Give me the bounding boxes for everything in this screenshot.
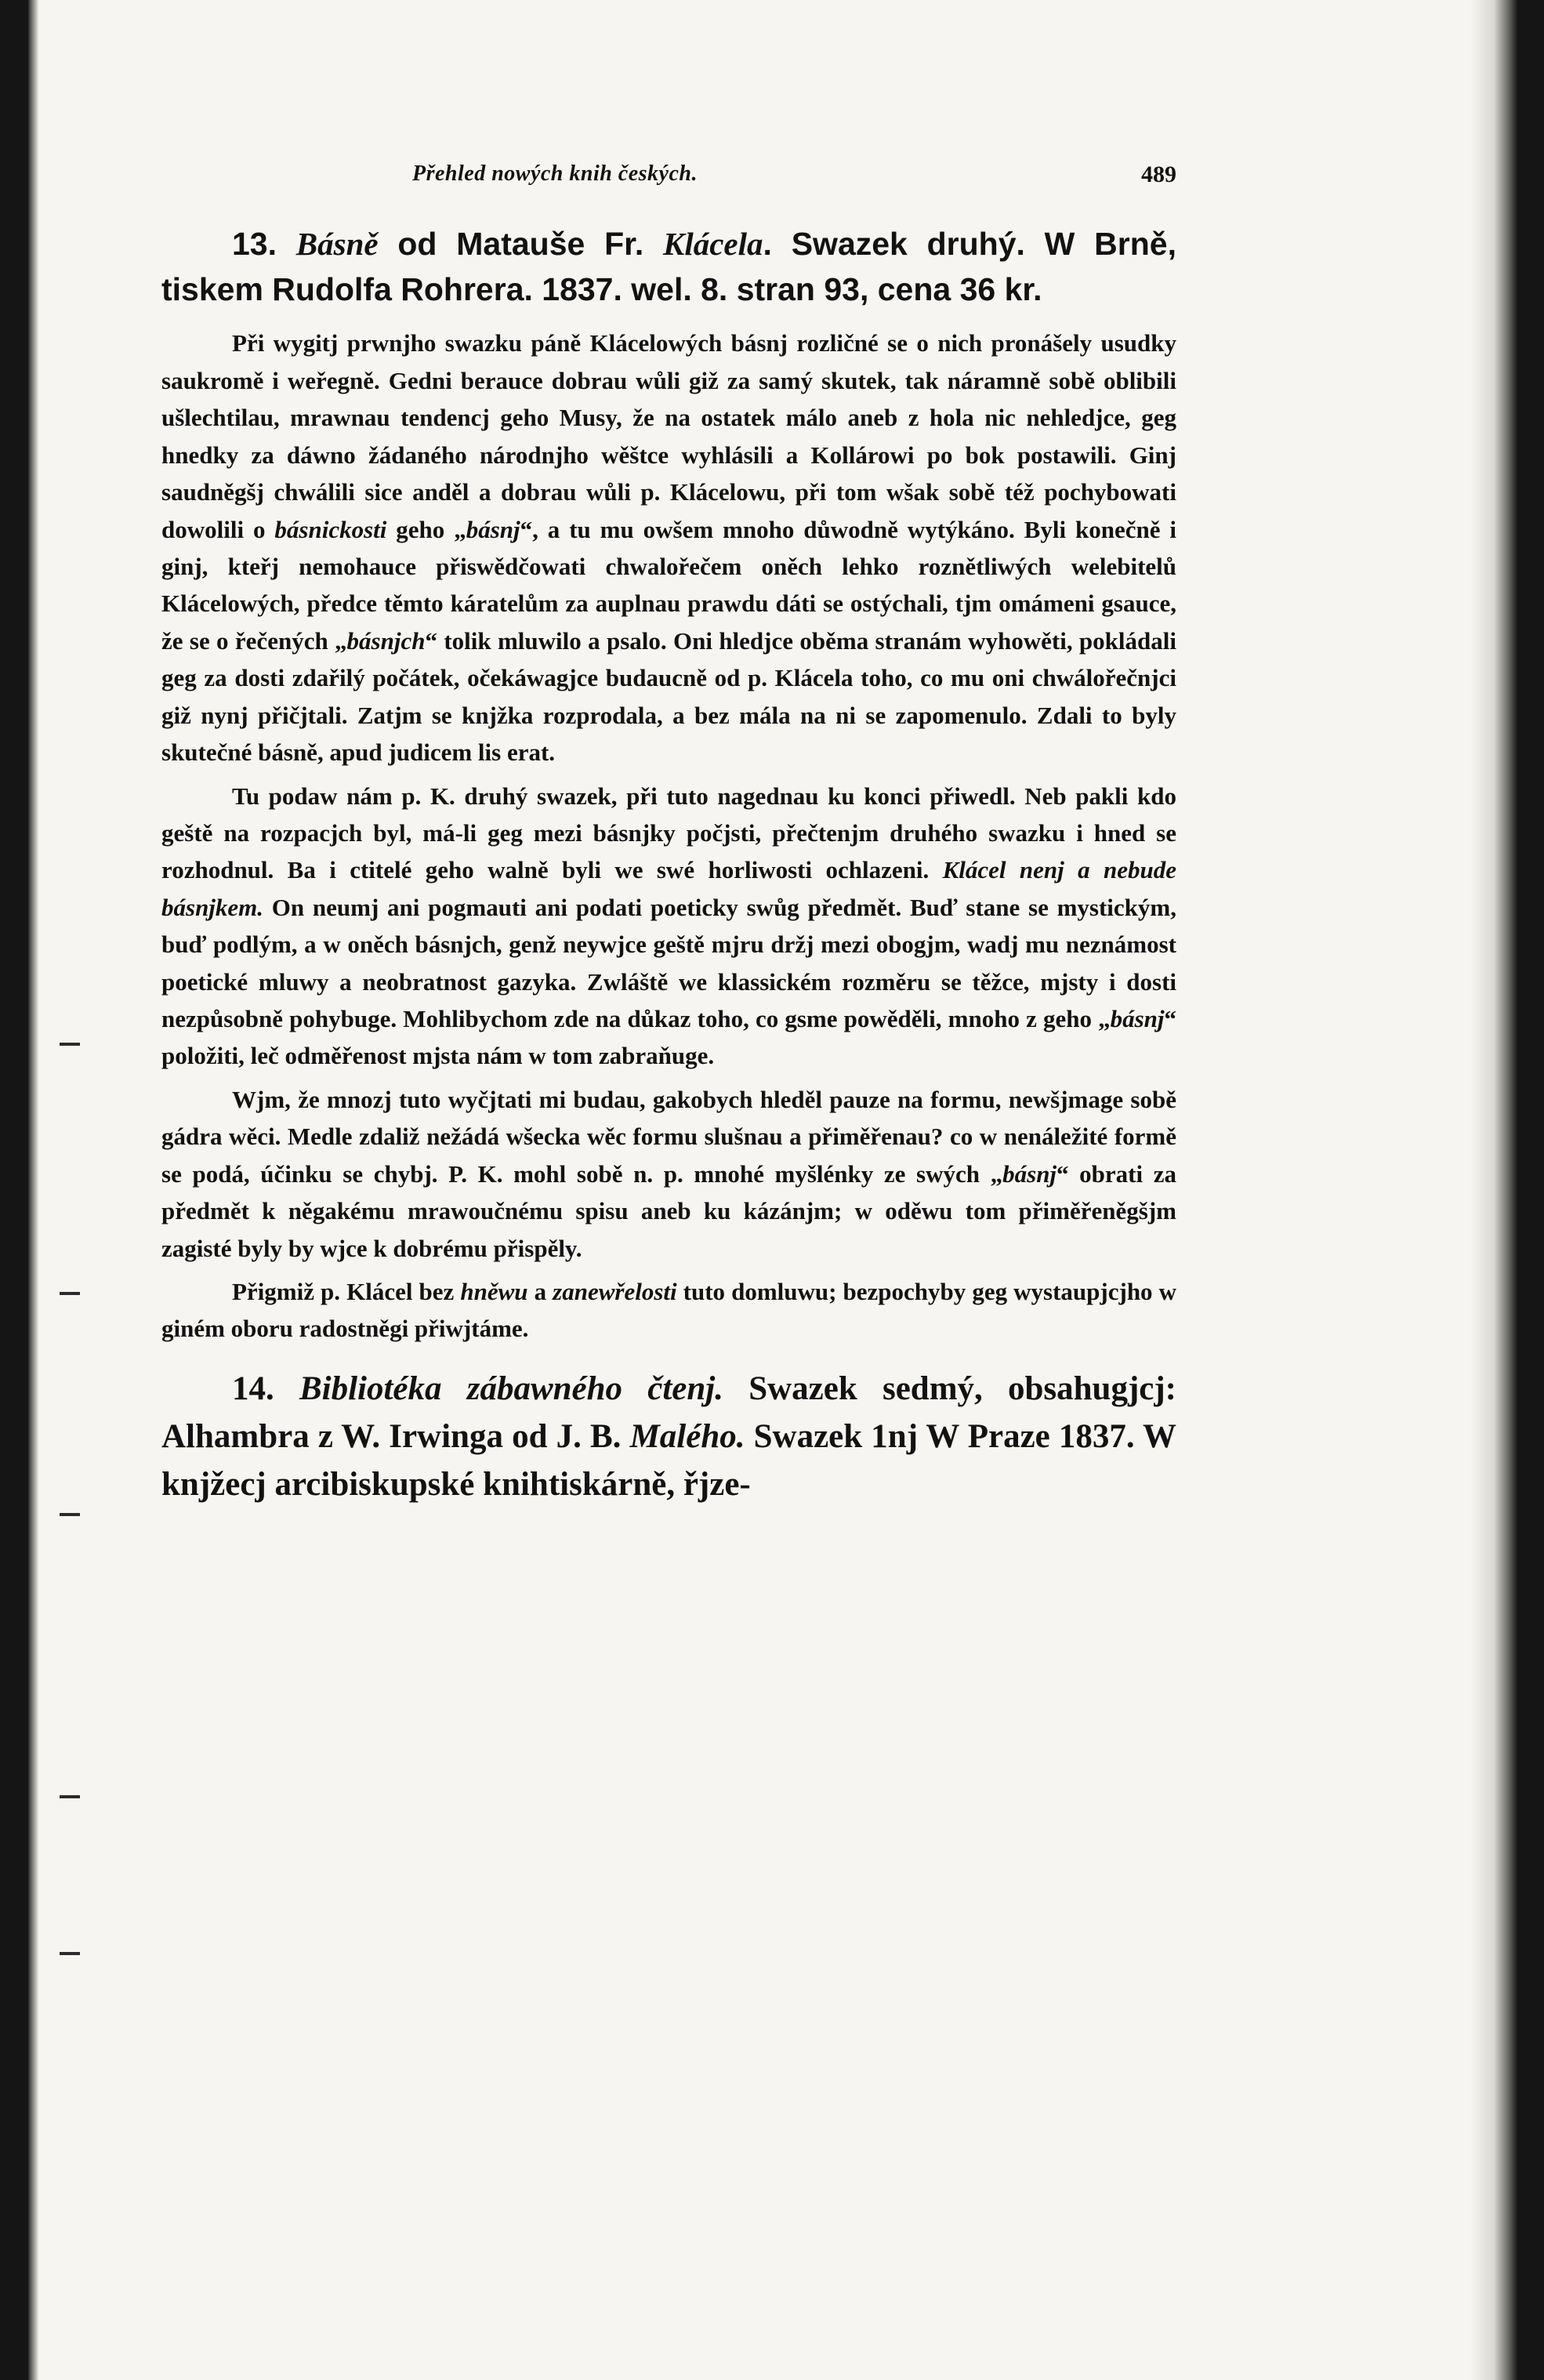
entry-13-details: . Swazek druhý. W Brně, tiskem Rudolfa Rohrera. 1837. wel. 8. stran 93, cena 36 kr. (161, 226, 1176, 308)
text-run: On neumj ani pogmauti ani podati poeticky swůg předmět. Buď stane se mystickým, buď podlým, a w oněch básnjch, genž neywjce geště mjru držj mezi obogjm, wadj mu neznámost poetické mluwy a neobratnost gazyka. Zwláště we klassickém rozměru se těžce, mjsty i dosti nezpůsobně pohybuge. Mohlibychom zde na důkaz toho, co gsme powěděli, mnoho z geho „ (161, 893, 1176, 1033)
text-run: tuto domluwu; bezpochyby geg wystaupjcjho w giném oboru radostněgi přiwjtáme. (161, 1277, 1176, 1343)
margin-mark (60, 1952, 80, 1955)
entry-14-heading (161, 1365, 1176, 1508)
review-paragraph-4 (161, 1273, 1176, 1348)
entry-13-by: od Matauše Fr. (397, 226, 644, 262)
book-page (28, 0, 1517, 2380)
review-paragraph-3 (161, 1081, 1176, 1267)
italic-run: básnj (1002, 1159, 1057, 1188)
entry-13-number: 13. (232, 226, 277, 262)
margin-mark (60, 1795, 80, 1798)
text-run: “ obrati za předmět k něgakému mrawoučnému spisu aneb ku kázánjm; w oděwu tom přiměřeněgšjm zagisté byly by wjce k dobrému přispěly. (161, 1159, 1176, 1262)
entry-14-number: 14. (232, 1370, 274, 1407)
page-number: 489 (1141, 161, 1176, 187)
italic-run: básnickosti (274, 515, 387, 543)
margin-mark (60, 1292, 80, 1295)
entry-13-title: Básně (295, 226, 379, 262)
running-head (161, 157, 1176, 204)
review-paragraph-1 (161, 325, 1176, 771)
italic-run: básnj (1110, 1005, 1165, 1033)
entry-14-title: Bibliotéka zábawného čtenj. (299, 1370, 723, 1407)
italic-run: Klácel nenj a nebude básnjkem. (161, 856, 1176, 921)
entry-13-heading (161, 221, 1176, 312)
text-run: “ tolik mluwilo a psalo. Oni hledjce oběma stranám wyhowěti, pokládali geg za dosti zdařilý počátek, očekáwagjce budaucně od p. Klácela toho, co mu oni chwálořečnjci giž nynj přičjtali. Zatjm se knjžka rozprodala, a bez mála na ni se zapomenulo. Zdali to byly skutečné básně, apud judicem lis erat. (161, 626, 1176, 767)
text-run: Wjm, že mnozj tuto wyčjtati mi budau, gakobych hleděl pauze na formu, newšjmage sobě gádra wěci. Medle zdaliž nežádá wšecka wěc formu slušnau a přiměřenau? co w nenáležité formě se podá, účinku se chybj. P. K. mohl sobě n. p. mnohé myšlénky ze swých „ (161, 1085, 1176, 1188)
italic-run: zanewřelosti (553, 1277, 677, 1305)
italic-run: hněwu (460, 1277, 528, 1305)
text-run: Při wygitj prwnjho swazku páně Klácelowých básnj rozličné se o nich pronášely usudky saukromě i weřegně. Gedni berauce dobrau wůli giž za samý skutek, tak náramně sobě oblibili ušlechtilau, mrawnau tendencj geho Musy, že na ostatek málo aneb z hola nic nehledjce, geg hnedky za dáwno žádaného národnjho wěštce wyhlásili a Kollárowi po bok postawili. Ginj saudněgšj chwálili sice anděl a dobrau wůli p. Klácelowu, při tom wšak sobě též pochybowati dowolili o (161, 329, 1176, 543)
text-run: “, a tu mu owšem mnoho důwodně wytýkáno. Byli konečně i ginj, kteřj nemohauce přiswědčowati chwalořečem oněch lehko roznětliwých welebitelů Klácelowých, předce těmto káratelům za auplnau prawdu dáti se ostýchali, tjm omámeni gsauce, že se o řečených „ (161, 515, 1176, 655)
italic-run: Malého. (629, 1417, 745, 1455)
text-run: Swazek 1nj W Praze 1837. W knjžecj arcibiskupské knihtiskárně, řjze- (161, 1417, 1176, 1503)
running-title: Přehled nowých knih českých. (412, 161, 698, 186)
text-run: “ položiti, leč odměřenost mjsta nám w tom zabraňuge. (161, 1005, 1176, 1070)
review-paragraph-2 (161, 778, 1176, 1075)
italic-run: básnjch (346, 626, 426, 655)
text-column (161, 157, 1176, 1508)
entry-13-author: Klácela (663, 226, 763, 262)
text-run: a (527, 1277, 553, 1305)
text-run: Přigmiž p. Klácel bez (232, 1277, 461, 1305)
text-run: geho „ (386, 515, 466, 543)
text-run: Tu podaw nám p. K. druhý swazek, při tuto nagednau ku konci přiwedl. Neb pakli kdo geště na rozpacjch byl, má-li geg mezi básnjky počjsti, přečtenjm druhého swazku i hned se rozhodnul. Ba i ctitelé geho walně byli we swé horliwosti ochlazeni. (161, 782, 1176, 884)
italic-run: básnj (466, 515, 520, 543)
margin-mark (60, 1043, 80, 1046)
text-run: Swazek sedmý, obsahugjcj: Alhambra z W. Irwinga od J. B. (161, 1370, 1176, 1455)
margin-mark (60, 1513, 80, 1516)
